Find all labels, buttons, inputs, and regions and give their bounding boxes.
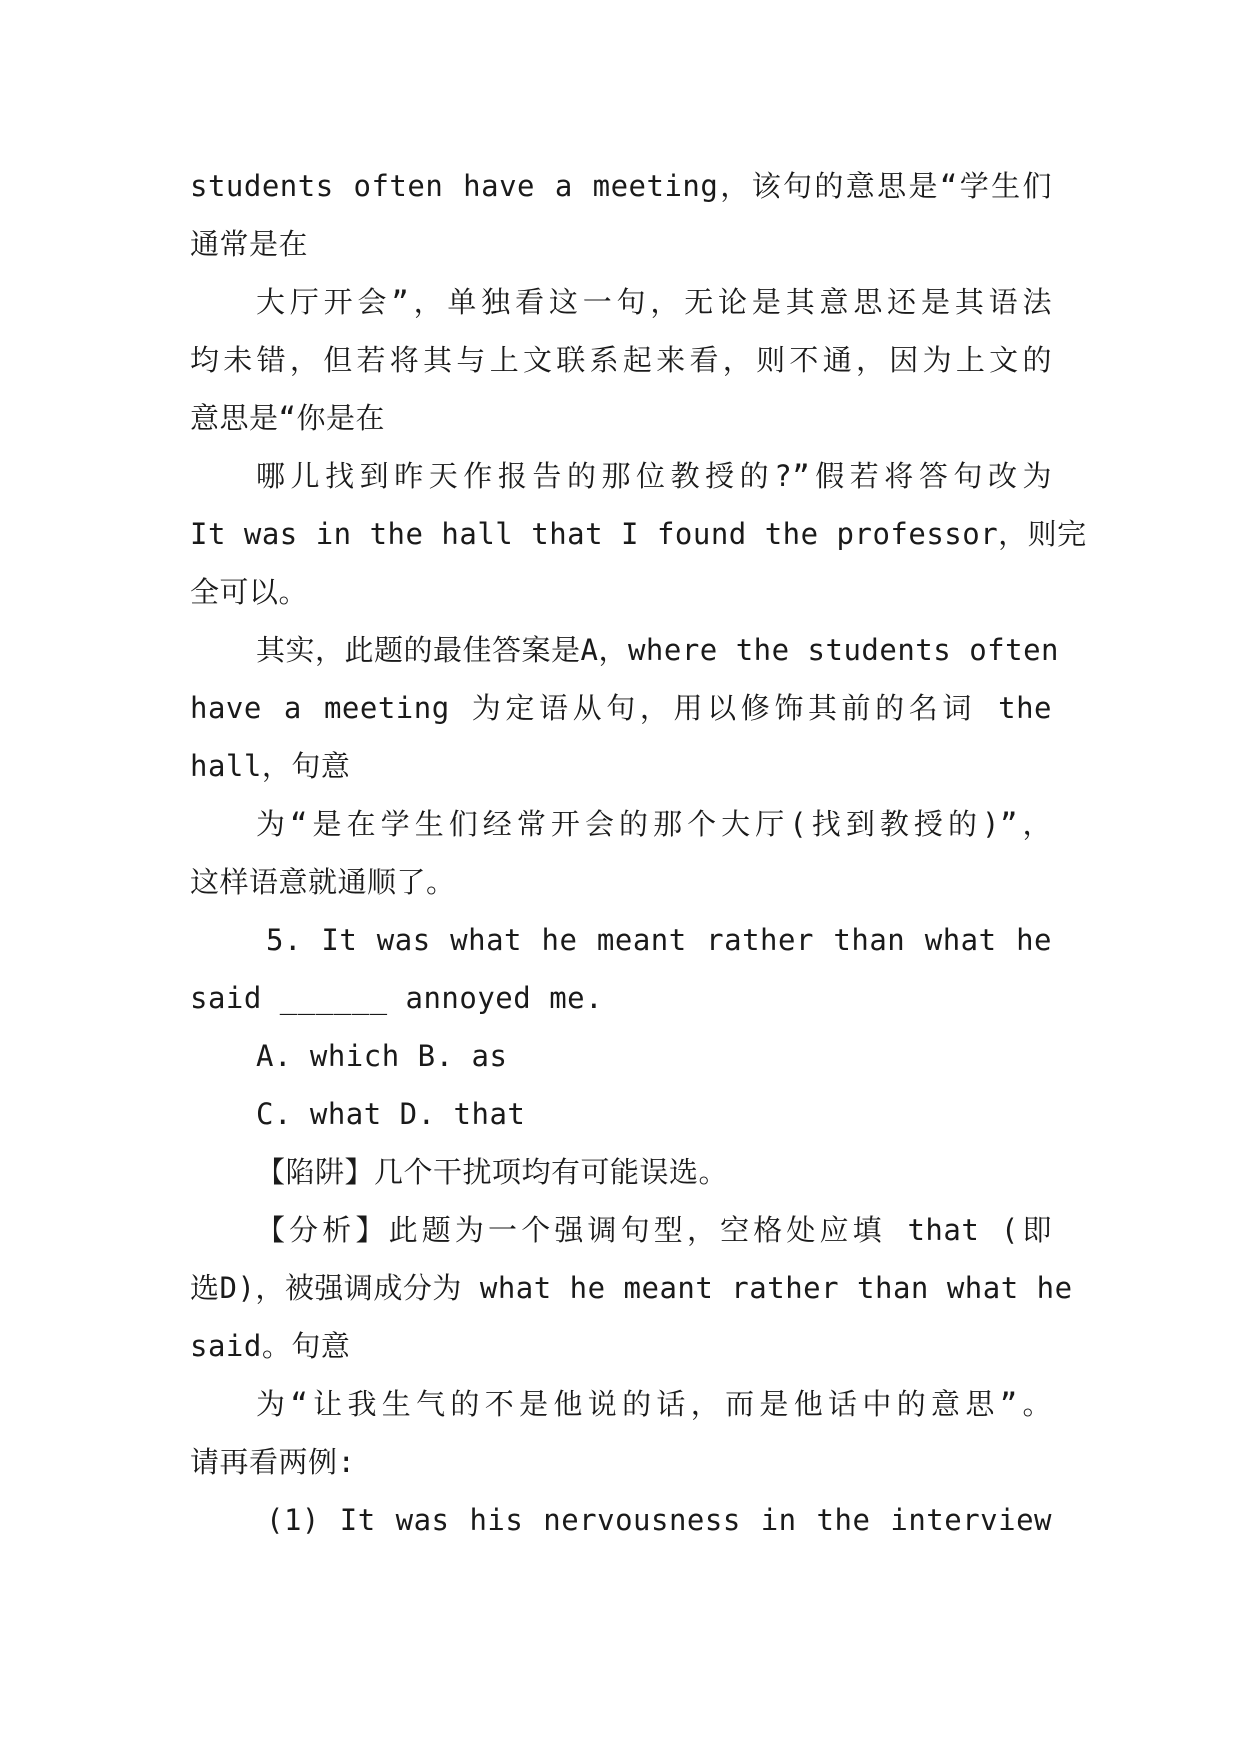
text-line-12: 为“是在学生们经常开会的那个大厅(找到教授的)”， <box>256 807 1052 841</box>
text-line-1: students often have a meeting，该句的意思是“学生们 <box>190 169 1052 203</box>
analysis-line-2: 选D)，被强调成分为 what he meant rather than what he <box>190 1271 1073 1305</box>
question-5-line-2: said ______ annoyed me. <box>190 981 604 1015</box>
trap-note: 【陷阱】几个干扰项均有可能误选。 <box>256 1155 729 1189</box>
analysis-line-1: 【分析】此题为一个强调句型，空格处应填 that (即 <box>256 1213 1052 1247</box>
text-line-9: 其实，此题的最佳答案是A，where the students often <box>256 633 1059 667</box>
example-1-line: (1) It was his nervousness in the interview <box>266 1503 1052 1537</box>
analysis-line-5: 请再看两例: <box>190 1445 356 1479</box>
analysis-line-4: 为“让我生气的不是他说的话，而是他话中的意思”。 <box>256 1387 1052 1421</box>
text-line-2: 通常是在 <box>190 227 309 261</box>
text-line-3: 大厅开会”，单独看这一句，无论是其意思还是其语法 <box>256 285 1052 319</box>
text-line-13: 这样语意就通顺了。 <box>190 865 456 899</box>
text-line-7: It was in the hall that I found the professor，则完 <box>190 517 1087 551</box>
text-line-5: 意思是“你是在 <box>190 401 385 435</box>
text-line-8: 全可以。 <box>190 575 309 609</box>
text-line-11: hall，句意 <box>190 749 351 783</box>
text-line-6: 哪儿找到昨天作报告的那位教授的?”假若将答句改为 <box>256 459 1052 493</box>
text-line-10: have a meeting 为定语从句，用以修饰其前的名词 the <box>190 691 1052 725</box>
question-5-line-1: 5. It was what he meant rather than what he <box>266 923 1052 957</box>
analysis-line-3: said。句意 <box>190 1329 351 1363</box>
option-a-b: A. which B. as <box>256 1039 508 1073</box>
option-c-d: C. what D. that <box>256 1097 526 1131</box>
text-line-4: 均未错，但若将其与上文联系起来看，则不通，因为上文的 <box>190 343 1052 377</box>
